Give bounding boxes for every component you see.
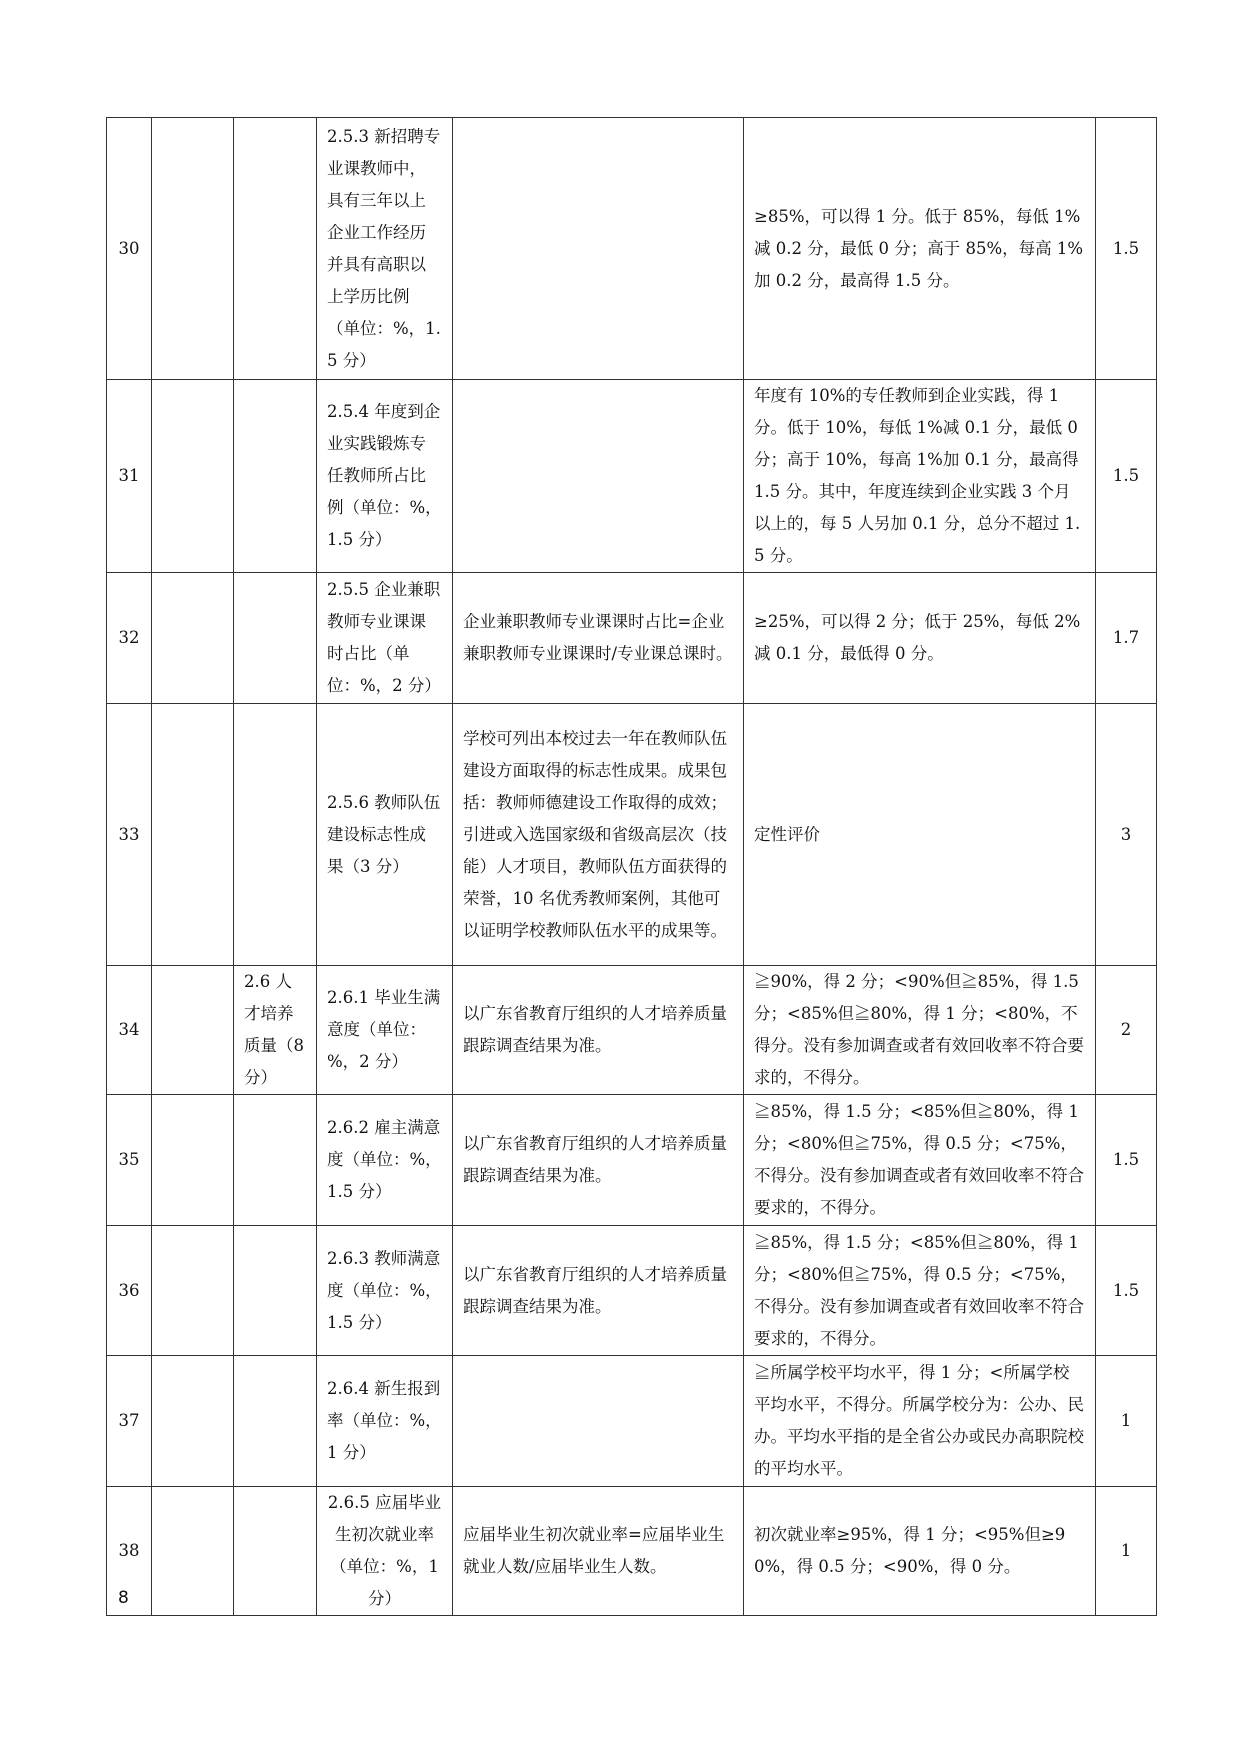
level1-cell: [152, 1487, 234, 1616]
definition-cell: 企业兼职教师专业课课时占比=企业兼职教师专业课课时/专业课总课时。: [453, 573, 744, 704]
criteria-cell: 年度有 10%的专任教师到企业实践，得 1 分。低于 10%，每低 1%减 0.1 分，最低 0 分；高于 10%，每高 1%加 0.1 分，最高得 1.5 分。其中，年度连续到企业实践 3 个月以上的，每 5 人另加 0.1 分，总分不超过 1.5 分。: [744, 380, 1096, 573]
score-cell: 1: [1096, 1487, 1157, 1616]
indicator-cell: 2.6.2 雇主满意度（单位：%，1.5 分）: [317, 1095, 453, 1226]
criteria-cell: 定性评价: [744, 704, 1096, 966]
definition-cell: [453, 118, 744, 380]
indicator-cell: 2.6.5 应届毕业生初次就业率（单位：%，1 分）: [317, 1487, 453, 1616]
table-row: [107, 1226, 1157, 1356]
level2-cell: [234, 380, 317, 573]
row-number: 30: [107, 118, 152, 380]
criteria-cell: ≧85%，得 1.5 分；<85%但≧80%，得 1 分；<80%但≧75%，得 0.5 分；<75%，不得分。没有参加调查或者有效回收率不符合要求的，不得分。: [744, 1226, 1096, 1356]
table-row: [107, 118, 1157, 380]
criteria-cell: ≧85%，得 1.5 分；<85%但≧80%，得 1 分；<80%但≧75%，得 0.5 分；<75%，不得分。没有参加调查或者有效回收率不符合要求的，不得分。: [744, 1095, 1096, 1226]
score-cell: 1.5: [1096, 1226, 1157, 1356]
row-number: 33: [107, 704, 152, 966]
definition-cell: [453, 1356, 744, 1487]
criteria-cell: 初次就业率≥95%，得 1 分；<95%但≥90%，得 0.5 分；<90%，得 0 分。: [744, 1487, 1096, 1616]
level2-cell: [234, 1356, 317, 1487]
level1-cell: [152, 704, 234, 966]
score-cell: 3: [1096, 704, 1157, 966]
row-number: 38: [107, 1487, 152, 1616]
table-row: [107, 966, 1157, 1095]
score-cell: 1.5: [1096, 1095, 1157, 1226]
row-number: 35: [107, 1095, 152, 1226]
table-row: [107, 1487, 1157, 1616]
level1-cell: [152, 118, 234, 380]
level1-cell: [152, 966, 234, 1095]
table-row: [107, 380, 1157, 573]
row-number: 32: [107, 573, 152, 704]
indicator-cell: 2.5.4 年度到企业实践锻炼专任教师所占比例（单位：%，1.5 分）: [317, 380, 453, 573]
row-number: 34: [107, 966, 152, 1095]
score-cell: 2: [1096, 966, 1157, 1095]
score-cell: 1.5: [1096, 380, 1157, 573]
indicator-cell: 2.6.1 毕业生满意度（单位：%，2 分）: [317, 966, 453, 1095]
level1-cell: [152, 1356, 234, 1487]
indicator-cell: 2.5.5 企业兼职教师专业课课时占比（单位：%，2 分）: [317, 573, 453, 704]
level2-cell: 2.6 人才培养质量（8 分）: [234, 966, 317, 1095]
indicator-cell: 2.6.3 教师满意度（单位：%，1.5 分）: [317, 1226, 453, 1356]
indicator-cell: 2.5.6 教师队伍建设标志性成果（3 分）: [317, 704, 453, 966]
definition-cell: 应届毕业生初次就业率=应届毕业生就业人数/应届毕业生人数。: [453, 1487, 744, 1616]
level2-cell: [234, 1095, 317, 1226]
definition-cell: [453, 380, 744, 573]
score-cell: 1.5: [1096, 118, 1157, 380]
level1-cell: [152, 573, 234, 704]
table-row: [107, 704, 1157, 966]
level1-cell: [152, 380, 234, 573]
level2-cell: [234, 118, 317, 380]
score-cell: 1.7: [1096, 573, 1157, 704]
row-number: 36: [107, 1226, 152, 1356]
page-number: 8: [118, 1588, 129, 1608]
definition-cell: 学校可列出本校过去一年在教师队伍建设方面取得的标志性成果。成果包括：教师师德建设工作取得的成效；引进或入选国家级和省级高层次（技能）人才项目，教师队伍方面获得的荣誉，10 名优秀教师案例，其他可以证明学校教师队伍水平的成果等。: [453, 704, 744, 966]
indicator-cell: 2.5.3 新招聘专业课教师中，具有三年以上企业工作经历并具有高职以上学历比例（单位：%，1.5 分）: [317, 118, 453, 380]
level2-cell: [234, 1226, 317, 1356]
level2-cell: [234, 704, 317, 966]
level1-cell: [152, 1226, 234, 1356]
criteria-cell: ≥25%，可以得 2 分；低于 25%，每低 2%减 0.1 分，最低得 0 分。: [744, 573, 1096, 704]
table-row: [107, 1356, 1157, 1487]
definition-cell: 以广东省教育厅组织的人才培养质量跟踪调查结果为准。: [453, 966, 744, 1095]
evaluation-table: [106, 117, 1157, 1616]
score-cell: 1: [1096, 1356, 1157, 1487]
row-number: 31: [107, 380, 152, 573]
criteria-cell: ≧所属学校平均水平，得 1 分；<所属学校平均水平，不得分。所属学校分为：公办、民办。平均水平指的是全省公办或民办高职院校的平均水平。: [744, 1356, 1096, 1487]
criteria-cell: ≧90%，得 2 分；<90%但≧85%，得 1.5 分；<85%但≧80%，得 1 分；<80%，不得分。没有参加调查或者有效回收率不符合要求的，不得分。: [744, 966, 1096, 1095]
level2-cell: [234, 1487, 317, 1616]
table-row: [107, 1095, 1157, 1226]
criteria-cell: ≥85%，可以得 1 分。低于 85%，每低 1%减 0.2 分，最低 0 分；高于 85%，每高 1%加 0.2 分，最高得 1.5 分。: [744, 118, 1096, 380]
definition-cell: 以广东省教育厅组织的人才培养质量跟踪调查结果为准。: [453, 1226, 744, 1356]
indicator-cell: 2.6.4 新生报到率（单位：%，1 分）: [317, 1356, 453, 1487]
table-row: [107, 573, 1157, 704]
level2-cell: [234, 573, 317, 704]
definition-cell: 以广东省教育厅组织的人才培养质量跟踪调查结果为准。: [453, 1095, 744, 1226]
row-number: 37: [107, 1356, 152, 1487]
level1-cell: [152, 1095, 234, 1226]
